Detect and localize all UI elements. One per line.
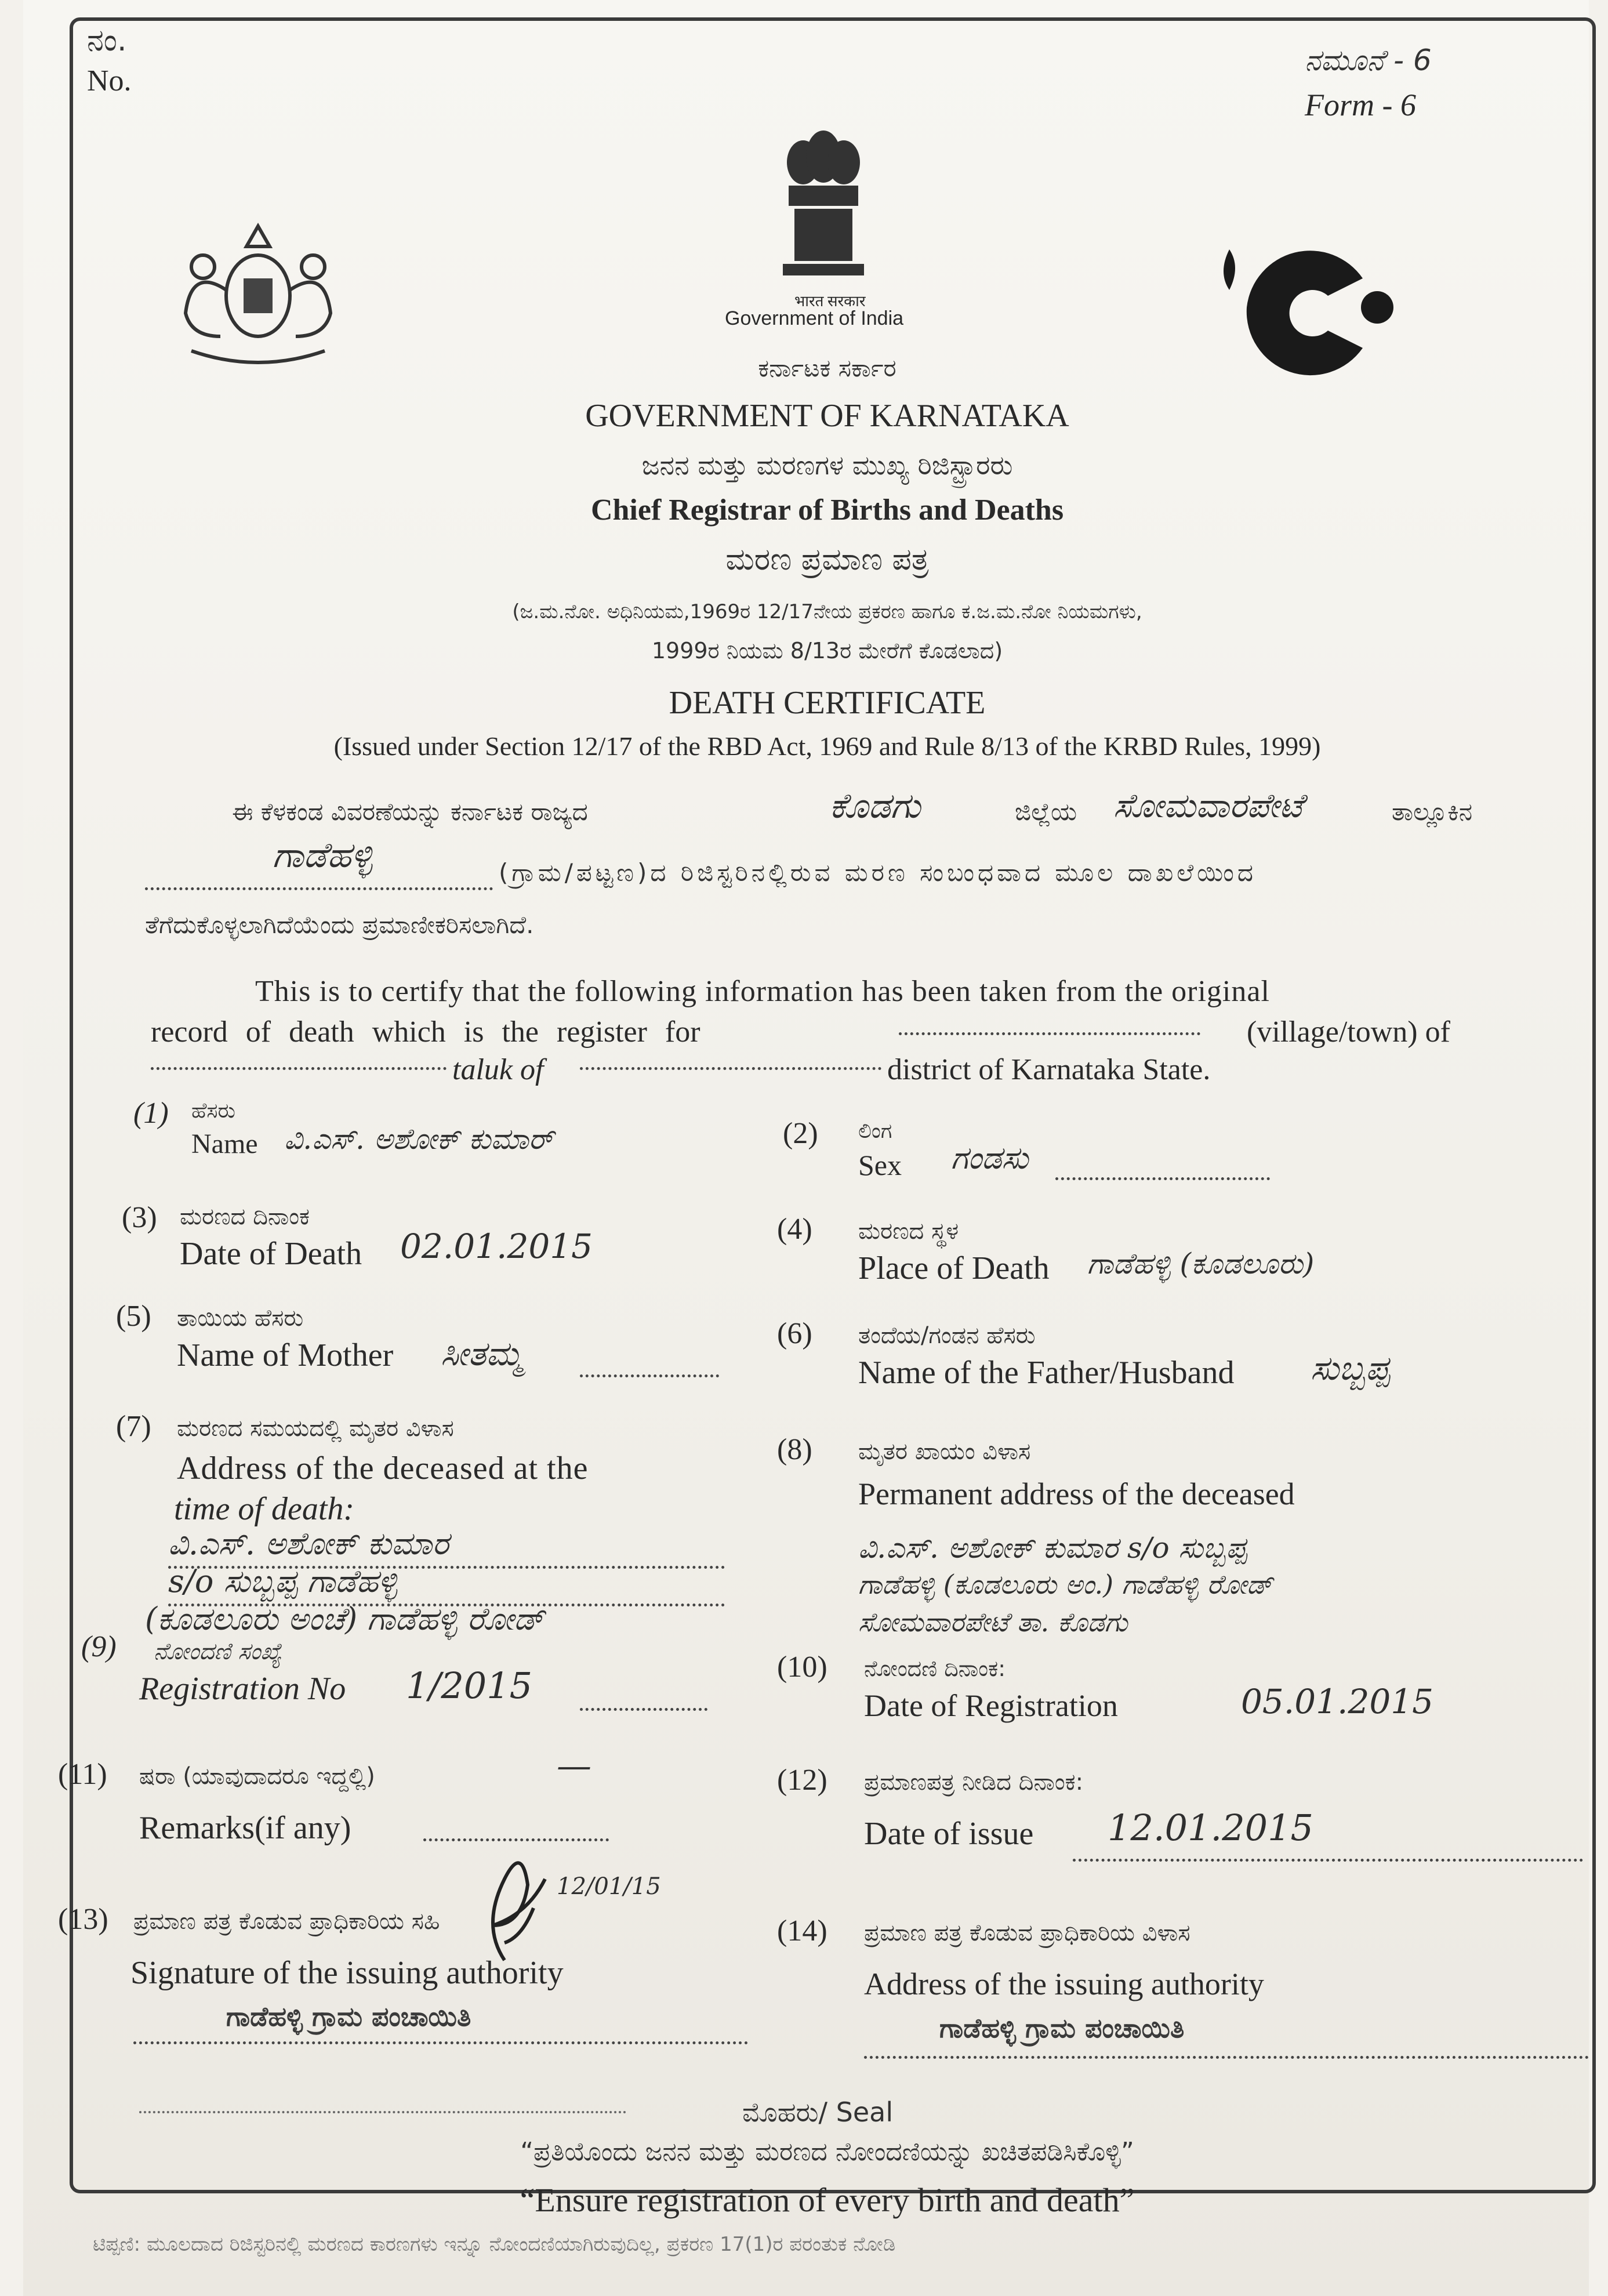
- field5-label-kn: ತಾಯಿಯ ಹೆಸರು: [177, 1305, 304, 1332]
- field5-mother-value: ಸೀತಮ್ಮ: [441, 1334, 523, 1373]
- issued-under-en: (Issued under Section 12/17 of the RBD Act, 1969 and Rule 8/13 of the KRBD Rules, 1999): [333, 731, 1321, 761]
- field13-label-en: Signature of the issuing authority: [130, 1955, 564, 1991]
- form-number-kn: ನಮೂನೆ - 6: [1305, 43, 1432, 77]
- form-number-en: Form - 6: [1305, 88, 1416, 122]
- field12-label-kn: ಪ್ರಮಾಣಪತ್ರ ನೀಡಿದ ದಿನಾಂಕ:: [864, 1769, 1084, 1796]
- act-kn-line2: 1999ರ ನಿಯಮ 8/13ರ ಮೇರೆಗೆ ಕೊಡಲಾದ): [651, 638, 1003, 663]
- field2-dots: [1055, 1177, 1270, 1180]
- field14-stamp-value: ಗಾಡೆಹಳ್ಳಿ ಗ್ರಾಮ ಪಂಚಾಯಿತಿ: [939, 2012, 1185, 2044]
- field10-label-kn: ನೋಂದಣಿ ದಿನಾಂಕ:: [864, 1656, 1006, 1681]
- field11-dots: [423, 1838, 609, 1841]
- field1-label-kn: ಹೆಸರು: [191, 1099, 235, 1123]
- ensure-registration-kn: “ಪ್ರತಿಯೊಂದು ಜನನ ಮತ್ತು ಮರಣದ ನೋಂದಣಿಯನ್ನು ಖಚಿತಪಡಿಸಿಕೊಳ್ಳಿ”: [520, 2137, 1134, 2167]
- intro-en-3a: taluk of: [452, 1053, 544, 1086]
- field12-dots: [1073, 1859, 1583, 1862]
- field7-dots-2: [168, 1604, 725, 1606]
- field3-date-value: 02.01.2015: [400, 1227, 593, 1266]
- intro-kn-1a: ಈ ಕೆಳಕಂಡ ವಿವರಣೆಯನ್ನು ಕರ್ನಾಟಕ ರಾಜ್ಯದ: [232, 797, 588, 826]
- field9-label-en: Registration No: [139, 1671, 346, 1707]
- intro-kn-1c: ತಾಲ್ಲೂಕಿನ: [1392, 797, 1473, 826]
- field14-dots: [864, 2056, 1589, 2059]
- field10-number: (10): [777, 1651, 827, 1684]
- field13-stamp-value: ಗಾಡೆಹಳ್ಳಿ ಗ್ರಾಮ ಪಂಚಾಯಿತಿ: [226, 2001, 471, 2032]
- karnataka-emblem-icon: [168, 203, 348, 377]
- gok-kn: ಕರ್ನಾಟಕ ಸರ್ಕಾರ: [758, 354, 896, 382]
- act-kn-line1: (ಜ.ಮ.ನೋ. ಅಧಿನಿಯಮ,1969ರ 12/17ನೇಯ ಪ್ರಕರಣ ಹಾಗೂ ಕ.ಜ.ಮ.ನೋ ನಿಯಮಗಳು,: [512, 600, 1142, 623]
- field13-label-kn: ಪ್ರಮಾಣ ಪತ್ರ ಕೊಡುವ ಪ್ರಾಧಿಕಾರಿಯ ಸಹಿ: [133, 1908, 440, 1935]
- field6-label-kn: ತಂದೆಯ/ಗಂಡನ ಹೆಸರು: [858, 1322, 1036, 1349]
- field14-label-en: Address of the issuing authority: [864, 1967, 1264, 2001]
- certificate-title-kn: ಮರಣ ಪ್ರಮಾಣ ಪತ್ರ: [725, 542, 929, 577]
- goi-label: Government of India: [725, 307, 904, 329]
- field13-number: (13): [58, 1903, 108, 1936]
- field4-label-kn: ಮರಣದ ಸ್ಥಳ: [858, 1218, 959, 1245]
- intro-village-value: ಗಾಡೆಹಳ್ಳಿ: [273, 835, 373, 876]
- field8-address-line1: ವಿ.ಎಸ್. ಅಶೋಕ್ ಕುಮಾರ s/o ಸುಬ್ಬಪ್ಪ: [858, 1531, 1247, 1565]
- gok-en: GOVERNMENT OF KARNATAKA: [585, 398, 1069, 434]
- field6-number: (6): [777, 1317, 812, 1350]
- intro-kn-3: ತೆಗೆದುಕೊಳ್ಳಲಾಗಿದೆಯೆಂದು ಪ್ರಮಾಣೀಕರಿಸಲಾಗಿದೆ.: [145, 911, 534, 939]
- field9-dots: [580, 1708, 707, 1711]
- intro-taluk-dots: [151, 1067, 447, 1070]
- intro-en-2b: (village/town) of: [1247, 1015, 1450, 1049]
- field1-number: (1): [133, 1097, 169, 1130]
- field5-dots: [580, 1374, 719, 1377]
- field9-label-kn: ನೋಂದಣಿ ಸಂಖ್ಯೆ: [154, 1638, 282, 1665]
- field2-label-kn: ಲಿಂಗ: [858, 1119, 892, 1143]
- field4-number: (4): [777, 1213, 812, 1246]
- field2-sex-value: ಗಂಡಸು: [951, 1140, 1029, 1176]
- field13-sign-date: 12/01/15: [557, 1873, 661, 1900]
- seal-label: ಮೊಹರು/ Seal: [742, 2096, 894, 2128]
- field7-label-en-1: Address of the deceased at the: [177, 1450, 589, 1486]
- field5-label-en: Name of Mother: [177, 1337, 394, 1373]
- intro-taluk-value: ಸೋಮವಾರಪೇಟೆ: [1113, 786, 1303, 825]
- goi-hindi: भारत सरकार: [794, 293, 866, 310]
- field13-dots: [133, 2041, 748, 2044]
- no-label-kn: ನಂ.: [87, 23, 127, 58]
- field7-number: (7): [116, 1410, 151, 1443]
- field1-name-value: ವಿ.ಎಸ್. ಅಶೋಕ್ ಕುಮಾರ್: [284, 1122, 554, 1156]
- intro-district-dots: [580, 1067, 881, 1070]
- intro-en-3b: district of Karnataka State.: [887, 1053, 1211, 1086]
- ashoka-emblem-icon: [771, 122, 876, 296]
- field3-number: (3): [122, 1201, 157, 1234]
- field1-label-en: Name: [191, 1129, 258, 1159]
- signature-scribble-icon: [435, 1844, 586, 1972]
- intro-kn-2: (ಗ್ರಾಮ/ಪಟ್ಟಣ)ದ ರಿಜಿಸ್ಟರಿನಲ್ಲಿರುವ ಮರಣ ಸಂಬಂಧವಾದ ಮೂಲ ದಾಖಲೆಯಿಂದ: [499, 858, 1257, 887]
- chief-registrar-kn: ಜನನ ಮತ್ತು ಮರಣಗಳ ಮುಖ್ಯ ರಿಜಿಸ್ಟ್ರಾರರು: [641, 449, 1013, 481]
- field7-label-en-2: time of death:: [174, 1491, 355, 1527]
- intro-en-2a: record of death which is the register for: [151, 1015, 700, 1049]
- field7-address-line3: (ಕೂಡಲೂರು ಅಂಚೆ) ಗಾಡೆಹಳ್ಳಿ ರೋಡ್: [145, 1601, 545, 1637]
- field3-label-en: Date of Death: [180, 1236, 362, 1272]
- intro-kn-1b: ಜಿಲ್ಲೆಯ: [1015, 797, 1077, 826]
- certificate-sheet: [23, 0, 1589, 2296]
- footer-left-dots: [139, 2111, 626, 2113]
- field8-label-kn: ಮೃತರ ಖಾಯಂ ವಿಳಾಸ: [858, 1438, 1031, 1465]
- field5-number: (5): [116, 1300, 151, 1333]
- field6-label-en: Name of the Father/Husband: [858, 1355, 1235, 1391]
- field12-label-en: Date of issue: [864, 1816, 1034, 1852]
- field12-number: (12): [777, 1764, 827, 1797]
- chief-registrar-en: Chief Registrar of Births and Deaths: [590, 494, 1064, 527]
- intro-village-dots: [899, 1032, 1200, 1035]
- field11-label-en: Remarks(if any): [139, 1810, 351, 1846]
- field7-label-kn: ಮರಣದ ಸಮಯದಲ್ಲಿ ಮೃತರ ವಿಳಾಸ: [177, 1415, 454, 1442]
- field12-date-value: 12.01.2015: [1108, 1807, 1313, 1849]
- field7-address-line2: s/o ಸುಬ್ಬಪ್ಪ ಗಾಡೆಹಳ್ಳಿ: [168, 1563, 398, 1599]
- field11-label-kn: ಷರಾ (ಯಾವುದಾದರೂ ಇದ್ದಲ್ಲಿ): [139, 1763, 375, 1790]
- field6-father-value: ಸುಬ್ಬಪ್ಪ: [1311, 1348, 1390, 1388]
- field10-date-value: 05.01.2015: [1241, 1682, 1434, 1721]
- ensure-registration-en: “Ensure registration of every birth and death”: [520, 2181, 1135, 2219]
- field2-number: (2): [783, 1117, 818, 1150]
- field7-address-line1: ವಿ.ಎಸ್. ಅಶೋಕ್ ಕುಮಾರ: [168, 1525, 449, 1562]
- field14-number: (14): [777, 1914, 827, 1947]
- field8-label-en: Permanent address of the deceased: [858, 1477, 1295, 1511]
- field7-dots-1: [168, 1566, 725, 1569]
- field11-number: (11): [58, 1758, 107, 1791]
- field8-address-line2: ಗಾಡೆಹಳ್ಳಿ (ಕೂಡಲೂರು ಅಂ.) ಗಾಡೆಹಳ್ಳಿ ರೋಡ್: [858, 1569, 1273, 1600]
- field4-label-en: Place of Death: [858, 1250, 1050, 1286]
- field10-label-en: Date of Registration: [864, 1688, 1118, 1723]
- intro-en-1: This is to certify that the following information has been taken from the original: [255, 975, 1270, 1008]
- field2-label-en: Sex: [858, 1149, 902, 1181]
- intro-district-value: ಕೊಡಗು: [829, 786, 921, 826]
- field9-regno-value: 1/2015: [406, 1664, 533, 1707]
- certificate-title-en: DEATH CERTIFICATE: [669, 685, 986, 721]
- field14-label-kn: ಪ್ರಮಾಣ ಪತ್ರ ಕೊಡುವ ಪ್ರಾಧಿಕಾರಿಯ ವಿಳಾಸ: [864, 1920, 1190, 1946]
- no-label-en: No.: [87, 64, 132, 97]
- field8-number: (8): [777, 1433, 812, 1466]
- field11-remarks-value: —: [557, 1746, 591, 1786]
- field8-address-line3: ಸೋಮವಾರಪೇಟೆ ತಾ. ಕೊಡಗು: [858, 1606, 1128, 1638]
- field9-number: (9): [81, 1630, 117, 1663]
- field3-label-kn: ಮರಣದ ದಿನಾಂಕ: [180, 1203, 310, 1230]
- field4-place-value: ಗಾಡೆಹಳ್ಳಿ (ಕೂಡಲೂರು): [1087, 1247, 1315, 1281]
- footer-note-kn: ಟಿಪ್ಪಣಿ: ಮೂಲದಾದ ರಿಜಿಸ್ಟರಿನಲ್ಲಿ ಮರಣದ ಕಾರಣಗಳು ಇನ್ನೂ ನೋಂದಣಿಯಾಗಿರುವುದಿಲ್ಲ, ಪ್ರಕರಣ 17(1)ರ ಪರಂತುಕ ನೋಡಿ: [93, 2233, 896, 2256]
